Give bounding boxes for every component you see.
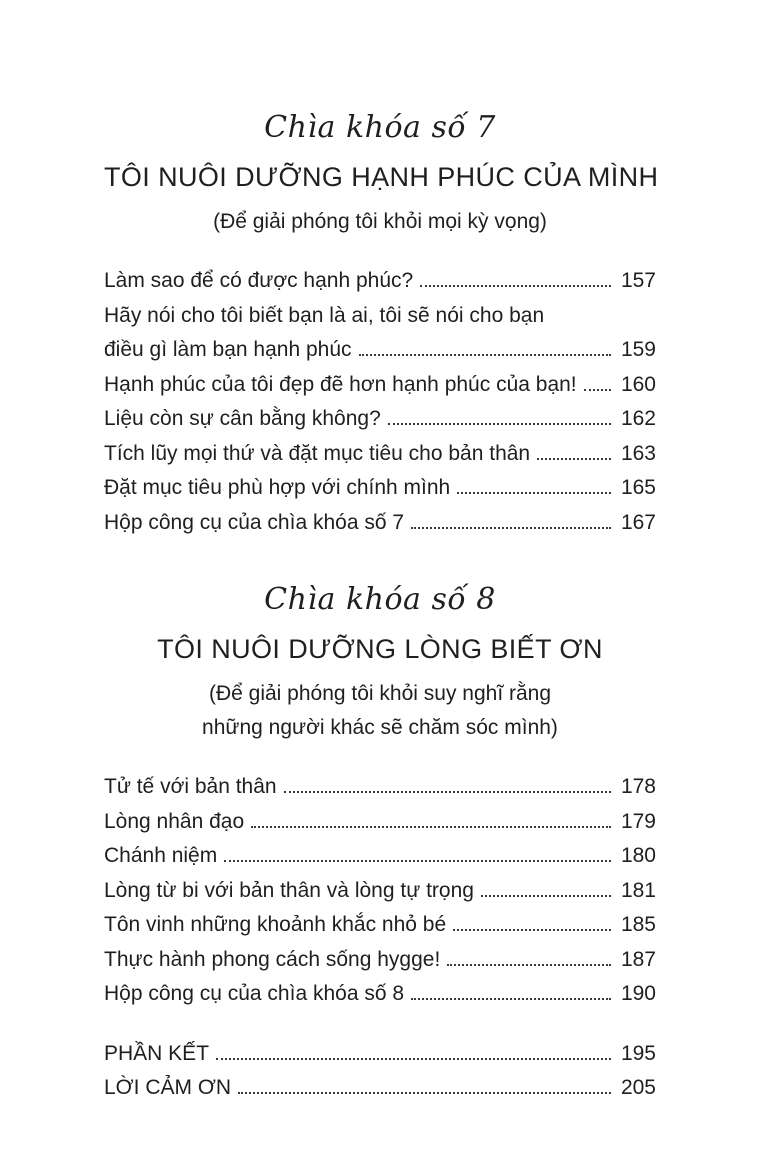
toc-entry-label: Tích lũy mọi thứ và đặt mục tiêu cho bản thân xyxy=(104,441,531,465)
toc-entry-label: Lòng từ bi với bản thân và lòng tự trọng xyxy=(104,878,474,902)
toc-entry xyxy=(104,908,656,943)
toc-entry-page-number: 185 xyxy=(620,913,656,936)
toc-entry-page-number: 157 xyxy=(620,269,656,292)
toc-entry-page-number: 160 xyxy=(620,372,656,396)
dot-leader xyxy=(411,527,611,529)
toc-entry-wrapped-line: Hãy nói cho tôi biết bạn là ai, tôi sẽ nói cho bạn xyxy=(104,303,545,327)
toc-entry xyxy=(104,943,656,978)
toc-entry xyxy=(104,874,656,909)
toc-entry-page-number: 205 xyxy=(620,1076,656,1099)
toc-entry-label: PHẦN KẾT xyxy=(104,1041,210,1065)
toc-entry-label: Tôn vinh những khoảnh khắc nhỏ bé xyxy=(104,913,447,936)
toc-entry xyxy=(104,333,656,368)
toc-entry-page-number: 187 xyxy=(620,947,656,971)
toc-entry-label: Đặt mục tiêu phù hợp với chính mình xyxy=(104,476,451,499)
toc-entry-page-number: 178 xyxy=(620,775,656,798)
section-title: TÔI NUÔI DƯỠNG LÒNG BIẾT ƠN xyxy=(157,634,603,664)
toc-entry xyxy=(104,471,656,506)
toc-entry xyxy=(104,264,656,299)
toc-entry-label: điều gì làm bạn hạnh phúc xyxy=(104,338,352,361)
toc-entry-page-number: 163 xyxy=(620,441,656,465)
section-subtitle-line: những người khác sẽ chăm sóc mình) xyxy=(202,716,558,739)
toc-entry-page-number: 195 xyxy=(620,1041,656,1065)
toc-entry-label: Tử tế với bản thân xyxy=(104,775,277,798)
dot-leader xyxy=(224,860,611,862)
dot-leader xyxy=(251,826,611,828)
toc-entry xyxy=(104,368,656,403)
toc-entry xyxy=(104,839,656,874)
toc-entry-label: Lòng nhân đạo xyxy=(104,809,245,833)
dot-leader xyxy=(359,354,611,356)
toc-entry xyxy=(104,977,656,1012)
toc-entry-label: Làm sao để có được hạnh phúc? xyxy=(104,269,414,292)
toc-entry-page-number: 159 xyxy=(620,338,656,361)
section-subtitle-line: (Để giải phóng tôi khỏi suy nghĩ rằng xyxy=(208,682,552,705)
toc-entry xyxy=(104,437,656,472)
dot-leader xyxy=(216,1058,611,1060)
toc-entry-label: Hộp công cụ của chìa khóa số 8 xyxy=(104,982,405,1005)
toc-entry xyxy=(104,1071,656,1106)
toc-section xyxy=(104,582,656,1012)
toc-entry xyxy=(104,402,656,437)
section-entries xyxy=(104,770,656,1012)
dot-leader xyxy=(584,389,611,391)
table-of-contents xyxy=(104,0,659,1106)
toc-entry-label: Chánh niệm xyxy=(104,844,218,867)
toc-entry-label: Thực hành phong cách sống hygge! xyxy=(104,947,441,971)
toc-entry-page-number: 190 xyxy=(620,982,656,1005)
toc-entry-label: Hạnh phúc của tôi đẹp đẽ hơn hạnh phúc của bạn! xyxy=(104,372,577,396)
toc-section xyxy=(104,110,659,540)
toc-entry-page-number: 167 xyxy=(620,510,656,534)
toc-entry-label: Liệu còn sự cân bằng không? xyxy=(104,407,381,430)
section-script-heading: Chìa khóa số 7 xyxy=(264,110,496,145)
toc-entry-page-number: 180 xyxy=(620,844,656,867)
toc-sections xyxy=(104,110,659,1012)
section-subtitle xyxy=(104,677,656,745)
dot-leader xyxy=(238,1092,611,1094)
dot-leader xyxy=(453,929,611,931)
closing-entries xyxy=(104,1037,656,1106)
toc-entry-label: Hộp công cụ của chìa khóa số 7 xyxy=(104,510,405,534)
dot-leader xyxy=(481,895,611,897)
toc-entry xyxy=(104,506,656,541)
toc-entry-page-number: 179 xyxy=(620,809,656,833)
dot-leader xyxy=(537,458,611,460)
section-script-heading: Chìa khóa số 8 xyxy=(264,582,496,617)
dot-leader xyxy=(447,964,611,966)
toc-entry-label: LỜI CẢM ƠN xyxy=(104,1076,232,1099)
toc-entry xyxy=(104,805,656,840)
section-title: TÔI NUÔI DƯỠNG HẠNH PHÚC CỦA MÌNH xyxy=(104,162,659,192)
toc-entry xyxy=(104,1037,656,1072)
section-subtitle-line: (Để giải phóng tôi khỏi mọi kỳ vọng) xyxy=(213,210,547,233)
dot-leader xyxy=(388,423,611,425)
dot-leader xyxy=(457,492,611,494)
dot-leader xyxy=(411,998,611,1000)
section-subtitle xyxy=(104,205,656,239)
toc-entry xyxy=(104,770,656,805)
toc-entry-page-number: 162 xyxy=(620,407,656,430)
dot-leader xyxy=(420,285,611,287)
dot-leader xyxy=(284,791,611,793)
toc-entry-page-number: 181 xyxy=(620,878,656,902)
section-entries xyxy=(104,264,656,540)
toc-entry-page-number: 165 xyxy=(620,476,656,499)
